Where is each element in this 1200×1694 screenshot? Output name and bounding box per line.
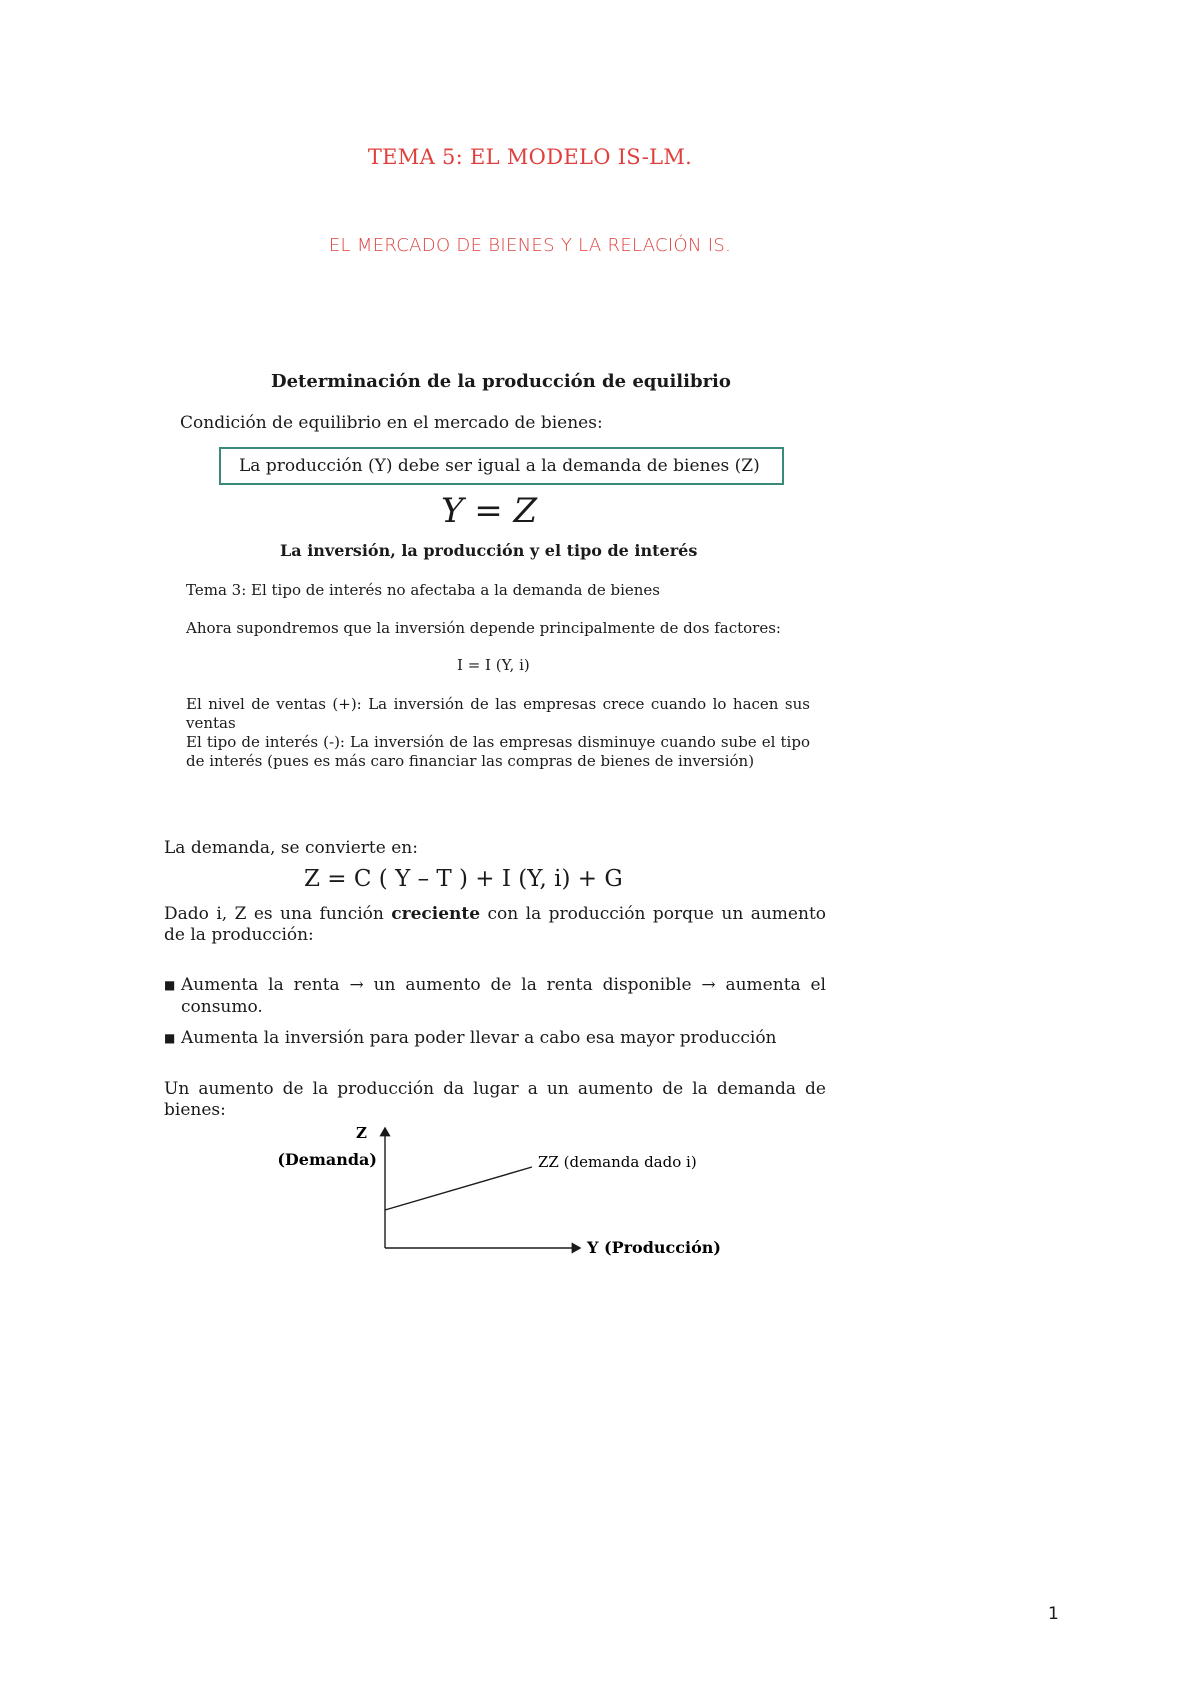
investment-intro: Ahora supondremos que la inversión depende principalmente de dos factores: (186, 619, 781, 637)
x-axis-label: Y (Producción) (587, 1238, 721, 1257)
increasing-function-explanation: Dado i, Z es una función creciente con la producción porque un aumento de la producción: (164, 904, 827, 945)
equilibrium-equation: Y = Z (441, 491, 538, 531)
effects-list (164, 974, 826, 1058)
document-title: TEMA 5: EL MODELO IS-LM. (367, 145, 693, 169)
boxed-statement: La producción (Y) debe ser igual a la demanda de bienes (Z) (219, 447, 784, 485)
conclusion-text: Un aumento de la producción da lugar a un aumento de la demanda de bienes: (164, 1079, 826, 1120)
zz-demand-line (385, 1167, 532, 1210)
document-subtitle: EL MERCADO DE BIENES Y LA RELACIÓN IS. (328, 235, 732, 256)
condition-label: Condición de equilibrio en el mercado de bienes: (180, 413, 603, 433)
list-item: ■ Aumenta la renta → un aumento de la renta disponible → aumenta el consumo. (164, 975, 826, 1017)
demand-equation: Z = C ( Y – T ) + I (Y, i) + G (304, 866, 623, 892)
section-heading-investment: La inversión, la producción y el tipo de interés (280, 541, 698, 560)
tema3-note: Tema 3: El tipo de interés no afectaba a la demanda de bienes (186, 581, 660, 599)
page-number: 1 (1048, 1604, 1059, 1624)
factor-sales: El nivel de ventas (+): La inversión de las empresas crece cuando lo hacen sus ventas (186, 695, 810, 732)
demand-diagram (270, 1120, 740, 1280)
section-heading-equilibrium: Determinación de la producción de equilibrio (271, 371, 731, 392)
demand-intro: La demanda, se convierte en: (164, 838, 418, 858)
y-axis-label-z: Z (356, 1124, 367, 1142)
curve-label: ZZ (demanda dado i) (538, 1153, 697, 1171)
list-item: ■ Aumenta la inversión para poder llevar a cabo esa mayor producción (164, 1028, 777, 1048)
y-axis-label-demand: (Demanda) (277, 1150, 377, 1169)
investment-formula: I = I (Y, i) (457, 656, 530, 674)
factor-interest-rate: El tipo de interés (-): La inversión de las empresas disminuye cuando sube el tipo de interés (pues es más caro financiar las compras de bienes de inversión) (186, 733, 810, 770)
